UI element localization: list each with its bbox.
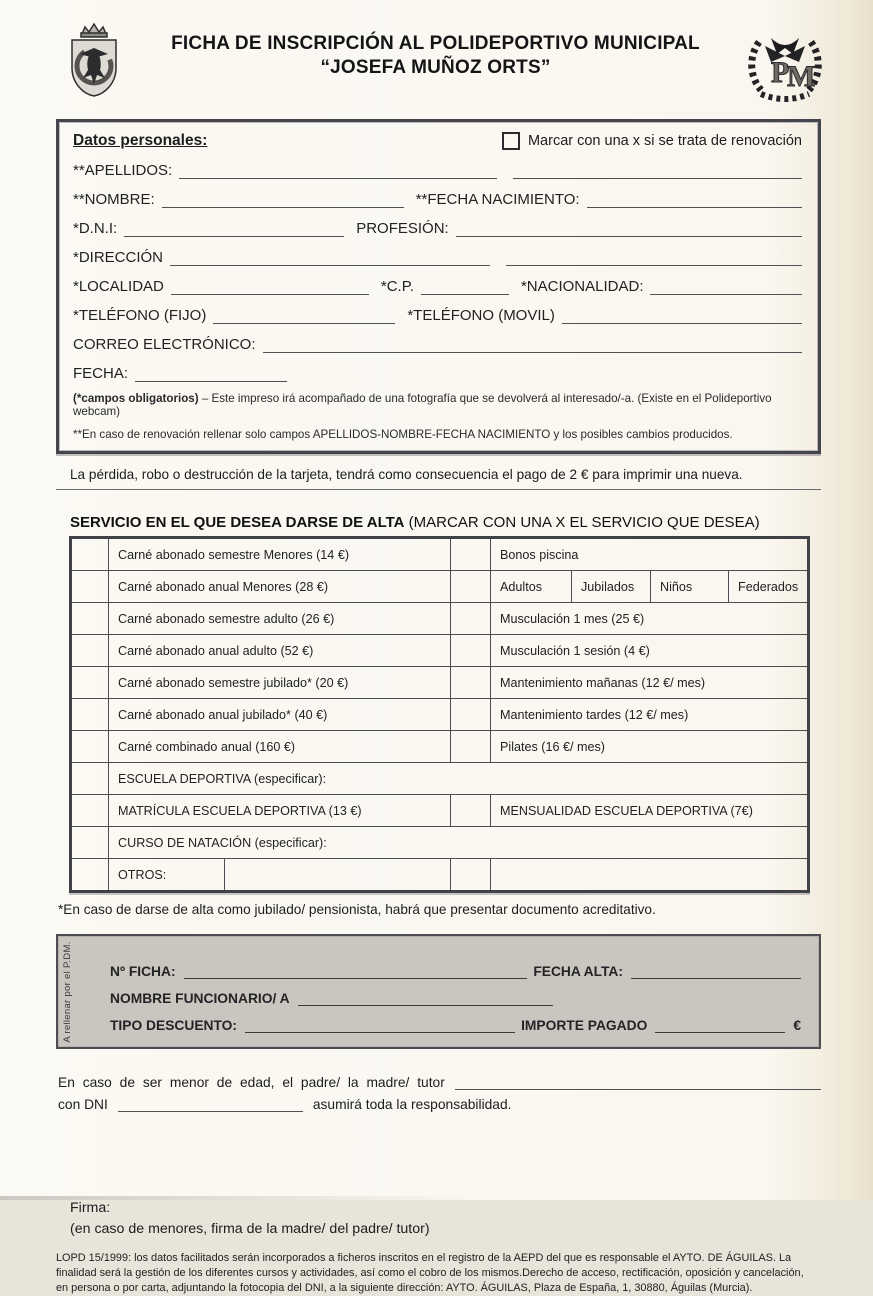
service-label: Mantenimiento tardes (12 €/ mes): [491, 699, 809, 731]
scan-edge-artifact: [0, 1196, 873, 1200]
importe-pagado-label: IMPORTE PAGADO: [521, 1018, 648, 1033]
otros-write-in-cell[interactable]: [225, 859, 451, 892]
service-label: MATRÍCULA ESCUELA DEPORTIVA (13 €): [109, 795, 451, 827]
bonos-option-ninos[interactable]: Niños: [651, 571, 729, 603]
table-row: [71, 571, 809, 603]
cp-line[interactable]: [421, 279, 509, 295]
localidad-line[interactable]: [171, 279, 369, 295]
table-row: [71, 859, 809, 892]
correo-line[interactable]: [263, 337, 802, 353]
service-label: Bonos piscina: [491, 538, 809, 571]
service-checkbox-cell[interactable]: [451, 667, 491, 699]
service-checkbox-cell[interactable]: [71, 827, 109, 859]
minor-line1-label: En caso de ser menor de edad, el padre/ la madre/ tutor: [58, 1075, 445, 1090]
dni-label: *D.N.I:: [73, 220, 118, 237]
correo-label: CORREO ELECTRÓNICO:: [73, 336, 256, 353]
service-checkbox-cell[interactable]: [71, 763, 109, 795]
service-checkbox-cell[interactable]: [451, 731, 491, 763]
bonos-option-adultos[interactable]: Adultos: [491, 571, 572, 603]
profesion-line[interactable]: [456, 221, 802, 237]
service-label: Carné abonado semestre Menores (14 €): [109, 538, 451, 571]
form-header: [0, 0, 873, 113]
fecha-alta-line[interactable]: [631, 963, 801, 979]
telefono-movil-label: *TELÉFONO (MOVIL): [407, 307, 555, 324]
polideportivo-wreath-icon: [741, 20, 829, 113]
mandatory-fields-note: (*campos obligatorios) – Este impreso irá acompañado de una fotografía que se devolverá al interesado/-a. (Existe en el Polideportivo webcam): [73, 392, 772, 418]
dni-line[interactable]: [124, 221, 344, 237]
service-label: MENSUALIDAD ESCUELA DEPORTIVA (7€): [491, 795, 809, 827]
form-title-line2: “JOSEFA MUÑOZ ORTS”: [320, 56, 551, 78]
service-label: Musculación 1 mes (25 €): [491, 603, 809, 635]
form-title: [130, 20, 741, 80]
table-row: [71, 763, 809, 795]
escuela-deportiva-row[interactable]: ESCUELA DEPORTIVA (especificar):: [109, 763, 809, 795]
renewal-fields-note: **En caso de renovación rellenar solo campos APELLIDOS-NOMBRE-FECHA NACIMIENTO y los posibles cambios producidos.: [73, 428, 733, 441]
services-heading-rest: (MARCAR CON UNA X EL SERVICIO QUE DESEA): [404, 514, 760, 531]
form-title-line1: FICHA DE INSCRIPCIÓN AL POLIDEPORTIVO MUNICIPAL: [171, 33, 700, 54]
table-row: [71, 667, 809, 699]
service-label: Carné abonado semestre adulto (26 €): [109, 603, 451, 635]
service-checkbox-cell[interactable]: [451, 635, 491, 667]
table-row: [71, 603, 809, 635]
nacionalidad-label: *NACIONALIDAD:: [520, 278, 644, 295]
otros-label: OTROS:: [109, 859, 225, 892]
firma-minors-note: (en caso de menores, firma de la madre/ del padre/ tutor): [70, 1220, 430, 1237]
service-checkbox-cell[interactable]: [71, 731, 109, 763]
table-row: [71, 731, 809, 763]
personal-data-box: [56, 119, 821, 454]
fecha-nacimiento-label: **FECHA NACIMIENTO:: [415, 191, 580, 208]
minor-dni-label: con DNI: [58, 1097, 108, 1112]
tutor-name-line[interactable]: [455, 1074, 821, 1090]
tipo-descuento-line[interactable]: [245, 1017, 515, 1033]
direccion-label: *DIRECCIÓN: [73, 249, 164, 266]
service-label: Carné abonado anual jubilado* (40 €): [109, 699, 451, 731]
apellidos-label: **APELLIDOS:: [73, 162, 173, 179]
direccion-line-1[interactable]: [170, 250, 490, 266]
personal-data-title: Datos personales:: [73, 132, 208, 149]
nombre-funcionario-label: NOMBRE FUNCIONARIO/ A: [110, 991, 290, 1006]
firma-label: Firma:: [70, 1200, 111, 1216]
telefono-fijo-line[interactable]: [213, 308, 395, 324]
cp-label: *C.P.: [380, 278, 414, 295]
table-row: [71, 795, 809, 827]
direccion-line-2[interactable]: [506, 250, 802, 266]
minor-responsibility-section: [58, 1074, 821, 1112]
profesion-label: PROFESIÓN:: [356, 220, 449, 237]
service-label: Mantenimiento mañanas (12 €/ mes): [491, 667, 809, 699]
nombre-line[interactable]: [162, 192, 404, 208]
card-loss-note: La pérdida, robo o destrucción de la tarjeta, tendrá como consecuencia el pago de 2 € para imprimir una nueva.: [56, 463, 821, 490]
minor-line2-suffix: asumirá toda la responsabilidad.: [312, 1097, 512, 1112]
admin-only-box: [56, 934, 821, 1049]
service-checkbox-cell[interactable]: [451, 699, 491, 731]
telefono-fijo-label: *TELÉFONO (FIJO): [73, 307, 207, 324]
fecha-label: FECHA:: [73, 365, 129, 382]
service-checkbox-cell[interactable]: [71, 667, 109, 699]
service-checkbox-cell[interactable]: [71, 603, 109, 635]
euro-sign: €: [793, 1018, 801, 1033]
fecha-alta-label: FECHA ALTA:: [533, 964, 623, 979]
service-label: Carné abonado anual adulto (52 €): [109, 635, 451, 667]
otros-write-in-cell[interactable]: [491, 859, 809, 892]
aguilas-coat-of-arms-icon: [58, 20, 130, 107]
tutor-dni-line[interactable]: [118, 1096, 303, 1112]
telefono-movil-line[interactable]: [562, 308, 802, 324]
signature-section: [70, 1198, 821, 1239]
service-checkbox-cell[interactable]: [71, 571, 109, 603]
nacionalidad-line[interactable]: [650, 279, 802, 295]
tipo-descuento-label: TIPO DESCUENTO:: [110, 1018, 237, 1033]
services-table: [69, 536, 810, 893]
service-label: Carné abonado anual Menores (28 €): [109, 571, 451, 603]
service-label: Carné combinado anual (160 €): [109, 731, 451, 763]
renewal-checkbox[interactable]: [502, 132, 520, 150]
service-checkbox-cell[interactable]: [451, 538, 491, 571]
bonos-option-federados[interactable]: Federados: [729, 571, 809, 603]
num-ficha-label: Nº FICHA:: [110, 964, 176, 979]
table-row: [71, 635, 809, 667]
table-row: [71, 827, 809, 859]
svg-text:P: P: [771, 56, 790, 89]
service-checkbox-cell[interactable]: [71, 859, 109, 892]
importe-pagado-line[interactable]: [655, 1017, 785, 1033]
apellidos-line-1[interactable]: [179, 163, 497, 179]
jubilado-note: *En caso de darse de alta como jubilado/ pensionista, habrá que presentar documento acreditativo.: [58, 902, 656, 917]
service-checkbox-cell[interactable]: [71, 635, 109, 667]
nombre-funcionario-line[interactable]: [298, 990, 553, 1006]
services-heading-bold: SERVICIO EN EL QUE DESEA DARSE DE ALTA: [70, 514, 405, 531]
lopd-legal-text: LOPD 15/1999: los datos facilitados serán incorporados a ficheros inscritos en el registro de la AEPD del que es responsable el AYTO. DE ÁGUILAS. La finalidad será la gestión de los diferentes cursos y actividades, así como el cobro de los mismos.Derecho de acceso, rectificación, oposición y cancelación, en persona o por carta, adjuntando la fotocopia del DNI, a la siguiente dirección: AYTO. ÁGUILAS, Plaza de España, 1, 30880, Águilas (Murcia).: [56, 1252, 804, 1295]
table-row: [71, 699, 809, 731]
services-heading: [70, 514, 821, 531]
curso-natacion-row[interactable]: CURSO DE NATACIÓN (especificar):: [109, 827, 809, 859]
service-label: Carné abonado semestre jubilado* (20 €): [109, 667, 451, 699]
service-checkbox-cell[interactable]: [71, 795, 109, 827]
service-checkbox-cell[interactable]: [451, 795, 491, 827]
num-ficha-line[interactable]: [184, 963, 528, 979]
nombre-label: **NOMBRE:: [73, 191, 155, 208]
fecha-nacimiento-line[interactable]: [587, 192, 802, 208]
service-checkbox-cell[interactable]: [451, 859, 491, 892]
service-label: Pilates (16 €/ mes): [491, 731, 809, 763]
service-checkbox-cell[interactable]: [71, 538, 109, 571]
service-checkbox-cell[interactable]: [451, 571, 491, 603]
service-label: Musculación 1 sesión (4 €): [491, 635, 809, 667]
service-checkbox-cell[interactable]: [451, 603, 491, 635]
service-checkbox-cell[interactable]: [71, 699, 109, 731]
table-row: [71, 538, 809, 571]
renewal-label: Marcar con una x si se trata de renovación: [527, 133, 802, 149]
svg-text:M: M: [787, 60, 816, 93]
fecha-line[interactable]: [135, 366, 287, 382]
localidad-label: *LOCALIDAD: [73, 278, 164, 295]
admin-side-label: A rellenar por el P.DM.: [62, 940, 73, 1043]
apellidos-line-2[interactable]: [513, 163, 802, 179]
bonos-option-jubilados[interactable]: Jubilados: [572, 571, 651, 603]
